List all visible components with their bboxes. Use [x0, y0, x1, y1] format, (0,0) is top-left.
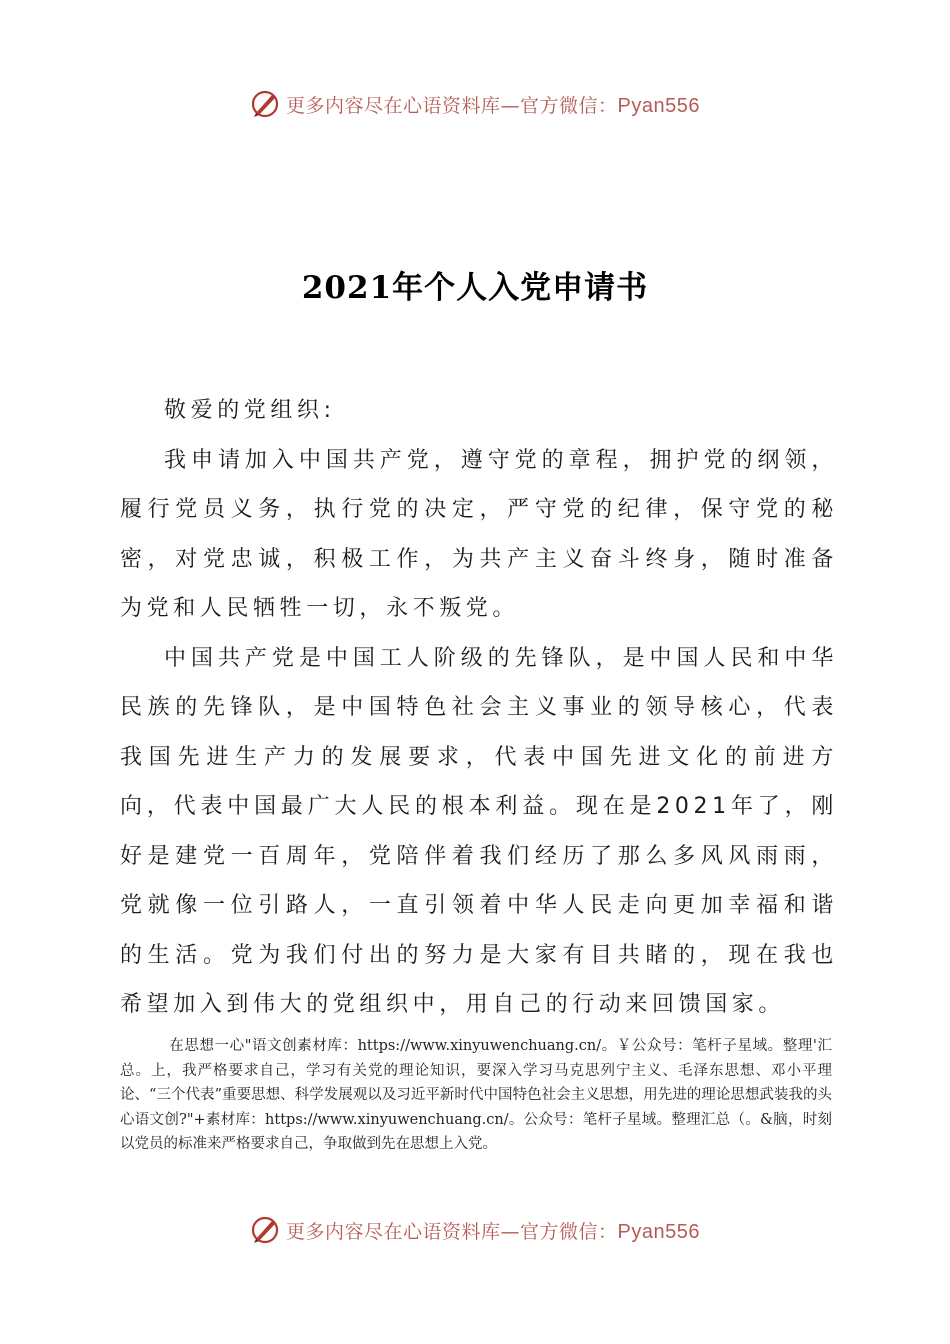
- note-paragraph: 在思想一心"语文创素材库：https://www.xinyuwenchuang.cn/。￥公众号：笔杆子星域。整理'汇总。上，我严格要求自己，学习有关党的理论知识，要深入学习马克思列宁主义、毛泽东思想、邓小平理论、“三个代表”重要思想、科学发展观以及习近平新时代中国特色社会主义思想，用先进的理论思想武装我的头心语文创?"+素材库：https://www.xinyuwenchuang.cn/。公众号：笔杆子星域。整理汇总（。&脑，时刻以党员的标准来严格要求自己，争取做到先在思想上入党。: [120, 1038, 832, 1152]
- paragraph-2: 中国共产党是中国工人阶级的先锋队，是中国人民和中华民族的先锋队，是中国特色社会主义事业的领导核心，代表我国先进生产力的发展要求，代表中国先进文化的前进方向，代表中国最广大人民的根本利益。现在是2021年了，刚好是建党一百周年，党陪伴着我们经历了那么多风风雨雨，党就像一位引路人，一直引领着中华人民走向更加幸福和谐的生活。党为我们付出的努力是大家有目共睹的，现在我也希望加入到伟大的党组织中，用自己的行动来回馈国家。: [120, 645, 838, 1017]
- document-title: 2021年个人入党申请书: [301, 270, 649, 306]
- pen-logo-icon: [250, 89, 280, 119]
- embedded-note: [120, 1034, 832, 1157]
- header-banner-text: 更多内容尽在心语资料库—官方微信：Pyan556: [286, 94, 700, 117]
- footer-banner-text: 更多内容尽在心语资料库—官方微信：Pyan556: [286, 1220, 700, 1243]
- footer-wechat-id: Pyan556: [617, 1220, 700, 1243]
- header-banner: [0, 84, 950, 124]
- paragraph-1: 我申请加入中国共产党，遵守党的章程，拥护党的纲领，履行党员义务，执行党的决定，严守党的纪律，保守党的秘密，对党忠诚，积极工作，为共产主义奋斗终身，随时准备为党和人民牺牲一切，永不叛党。: [120, 447, 838, 621]
- pen-logo-icon: [250, 1215, 280, 1245]
- salutation: 敬爱的党组织:: [164, 398, 336, 423]
- header-wechat-id: Pyan556: [617, 94, 700, 117]
- footer-banner: [0, 1210, 950, 1250]
- document-body: [120, 386, 838, 1030]
